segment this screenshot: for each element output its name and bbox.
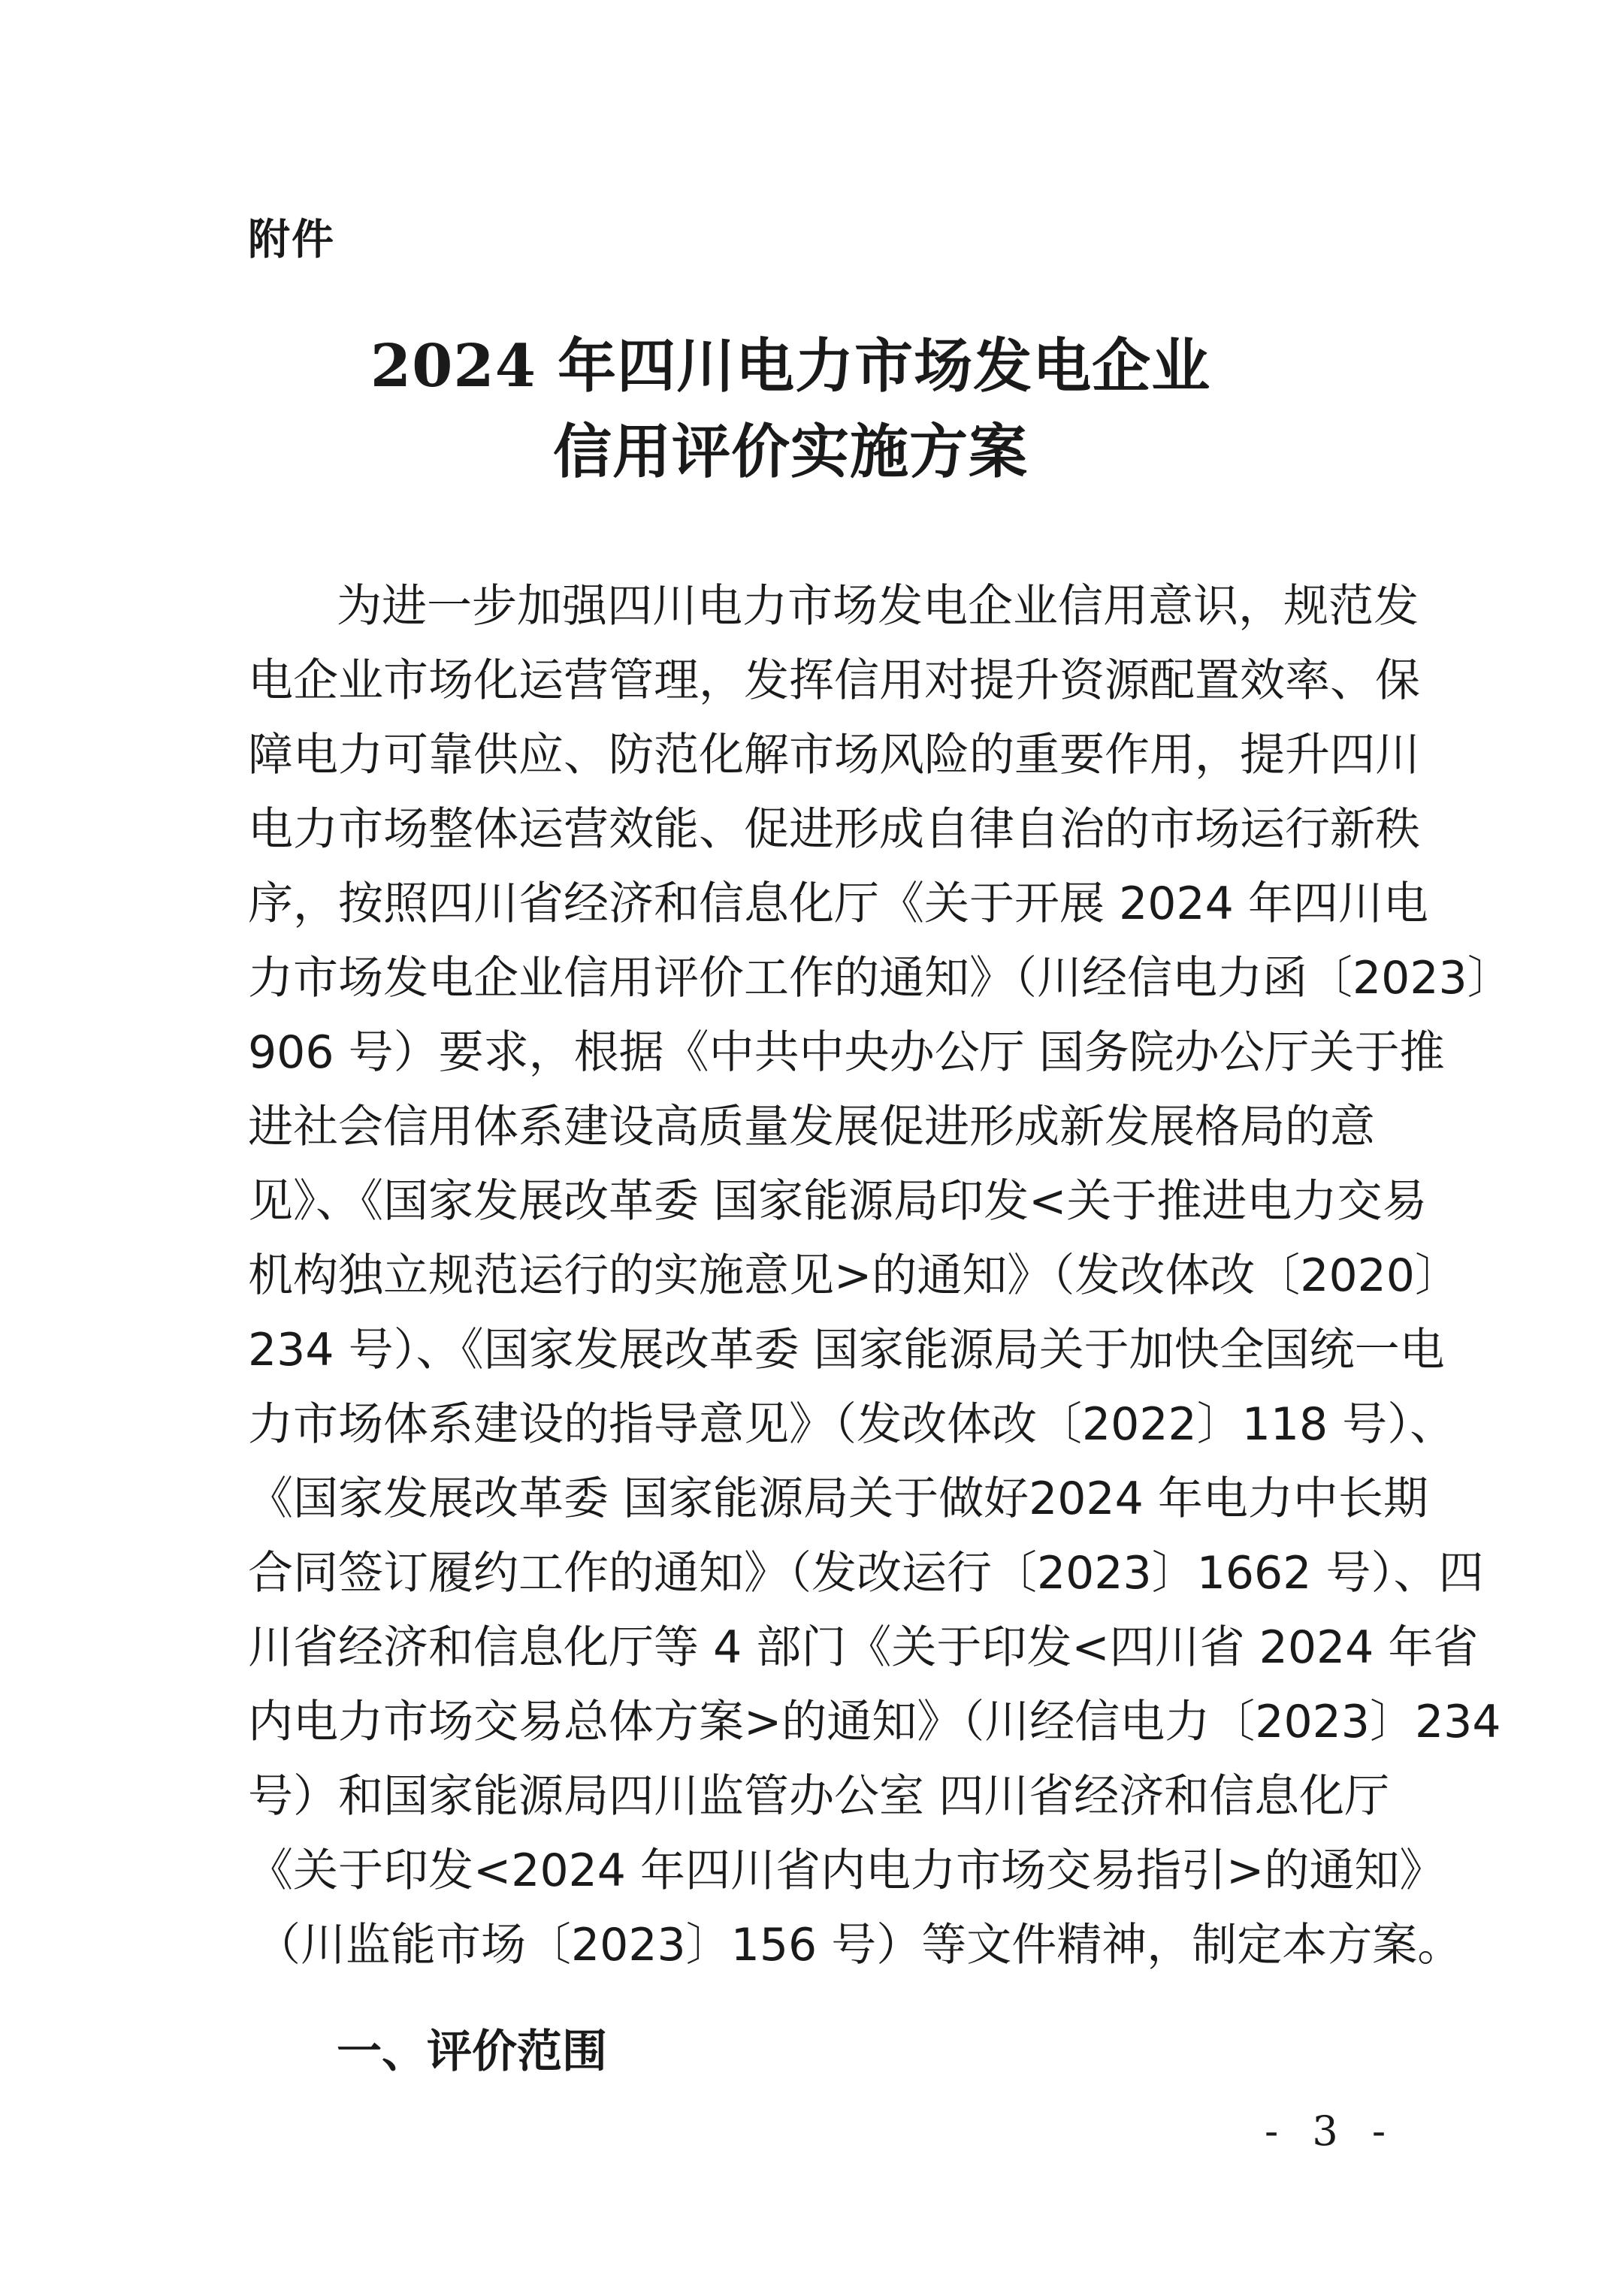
paragraph-line: 电力市场整体运营效能、促进形成自律自治的市场运行新秩 bbox=[248, 803, 1420, 856]
paragraph-line: 进社会信用体系建设高质量发展促进形成新发展格局的意 bbox=[248, 1101, 1375, 1153]
document-title-line-1: 2024 年四川电力市场发电企业 bbox=[370, 332, 1211, 400]
paragraph-line: 力市场发电企业信用评价工作的通知》（川经信电力函〔2023〕 bbox=[248, 952, 1513, 1005]
paragraph-line: 《关于印发<2024 年四川省内电力市场交易指引>的通知》 bbox=[248, 1844, 1445, 1897]
paragraph-line: 川省经济和信息化厅等 4 部门《关于印发<四川省 2024 年省 bbox=[248, 1621, 1479, 1674]
section-heading: 一、评价范围 bbox=[337, 2026, 607, 2078]
attachment-label: 附件 bbox=[248, 216, 335, 264]
paragraph-line: （川监能市场〔2023〕156 号）等文件精神，制定本方案。 bbox=[255, 1919, 1463, 1971]
paragraph-line: 序，按照四川省经济和信息化厅《关于开展 2024 年四川电 bbox=[248, 878, 1428, 930]
paragraph-line: 906 号）要求，根据《中共中央办公厅 国务院办公厅关于推 bbox=[248, 1026, 1445, 1079]
paragraph-line: 合同签订履约工作的通知》（发改运行〔2023〕1662 号）、四 bbox=[248, 1547, 1484, 1600]
paragraph-line: 《国家发展改革委 国家能源局关于做好2024 年电力中长期 bbox=[248, 1473, 1428, 1525]
paragraph-line: 障电力可靠供应、防范化解市场风险的重要作用，提升四川 bbox=[248, 729, 1420, 781]
document-title-line-2: 信用评价实施方案 bbox=[552, 418, 1028, 486]
paragraph-line: 见》、《国家发展改革委 国家能源局印发<关于推进电力交易 bbox=[248, 1175, 1428, 1228]
paragraph-line: 机构独立规范运行的实施意见>的通知》（发改体改〔2020〕 bbox=[248, 1249, 1460, 1302]
page-number: - 3 - bbox=[1265, 2107, 1397, 2155]
paragraph-line: 力市场体系建设的指导意见》（发改体改〔2022〕118 号）、 bbox=[248, 1398, 1455, 1451]
paragraph-line: 为进一步加强四川电力市场发电企业信用意识，规范发 bbox=[337, 580, 1419, 633]
paragraph-line: 内电力市场交易总体方案>的通知》（川经信电力〔2023〕234 bbox=[248, 1696, 1501, 1748]
paragraph-line: 234 号）、《国家发展改革委 国家能源局关于加快全国统一电 bbox=[248, 1324, 1445, 1376]
paragraph-line: 号）和国家能源局四川监管办公室 四川省经济和信息化厅 bbox=[248, 1770, 1390, 1823]
paragraph-line: 电企业市场化运营管理，发挥信用对提升资源配置效率、保 bbox=[248, 654, 1420, 707]
